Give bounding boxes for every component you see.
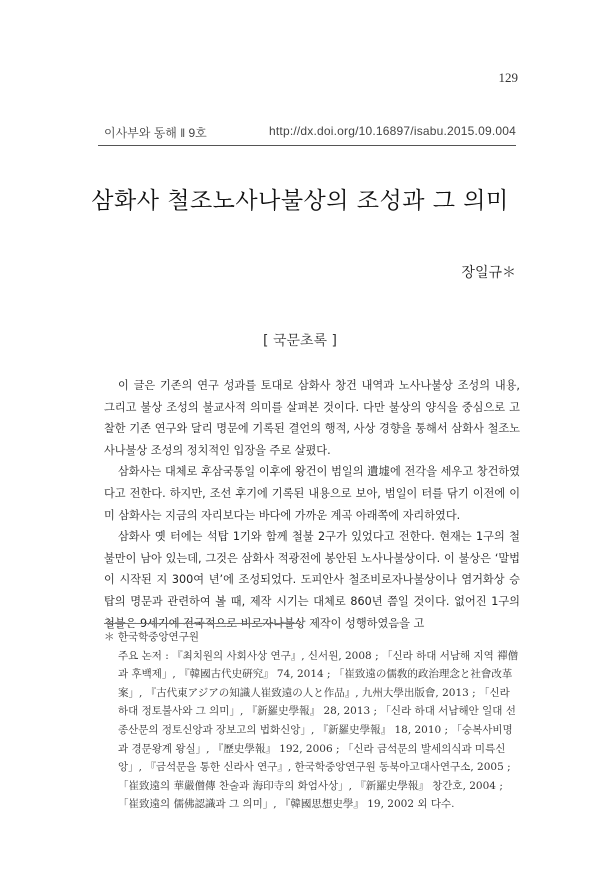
running-header xyxy=(104,124,516,142)
header-divider xyxy=(98,145,516,146)
article-title: 삼화사 철조노사나불상의 조성과 그 의미 xyxy=(91,188,509,214)
footnote xyxy=(104,628,520,814)
author-works: 주요 논저 : 『최치원의 사회사상 연구』, 신서원, 2008 ; 「신라 하대 서남해 지역 禪僧과 후백제」, 『韓國古代史硏究』 74, 2014 ; 「崔致遠の儒敎的政治理念と社會改革案」, 『古代東アジアの知識人崔致遠の人と作品』, 九州大學出版會, 2013 ; 「신라 하대 정토불사와 그 의미」, 『新羅史學報』 28, 2013 ; 「신라 하대 서남해안 일대 선종산문의 정토신앙과 장보고의 법화신앙」, 『新羅史學報』 18, 2010 ; 「숭복사비명과 경문왕계 왕실」, 『歷史學報』 192, 2006 ; 「신라 금석문의 발세의식과 미륵신앙」, 『금석문을 통한 신라사 연구』, 한국학중앙연구원 동북아고대사연구소, 2005 ; 「崔致遠의 華嚴僧傳 찬술과 海印寺의 화엄사상」, 『新羅史學報』 창간호, 2004 ; 「崔致遠의 儒佛認識과 그 의미」, 『韓國思想史學』 19, 2002 외 다수. xyxy=(118,649,519,811)
journal-name: 이사부와 동해 ‖ 9호 xyxy=(104,126,207,140)
abstract-body xyxy=(104,375,520,634)
footnote-divider xyxy=(104,623,300,624)
abstract-heading: [ 국문초록 ] xyxy=(263,333,337,349)
doi-link[interactable]: http://dx.doi.org/10.16897/isabu.2015.09.004 xyxy=(269,124,516,138)
abstract-paragraph: 삼화사는 대체로 후삼국통일 이후에 왕건이 범일의 遺墟에 전각을 세우고 창건하였다고 전한다. 하지만, 조선 후기에 기록된 내용으로 보아, 범일이 터를 닦기 이전에 이미 삼화사는 지금의 자리보다는 바다에 가까운 계곡 아래쪽에 자리하였다. xyxy=(104,465,520,522)
author-affiliation: ＊ 한국학중앙연구원 xyxy=(104,631,199,643)
page-number: 129 xyxy=(498,70,518,85)
author-name: 장일규＊ xyxy=(461,265,516,281)
abstract-paragraph: 삼화사 옛 터에는 석탑 1기와 함께 철불 2구가 있었다고 전한다. 현재는 1구의 철불만이 남아 있는데, 그것은 삼화사 적광전에 봉안된 노사나불상이다. 이 불상은 ‘말법이 시작된 지 300여 년’에 조성되었다. 도피안사 철조비로자나불상이나 염거화상 승탑의 명문과 관련하여 볼 때, 제작 시기는 대체로 860년 쯤일 것이다. 없어진 1구의 철불은 9세기에 전국적으로 비로자나불상 제작이 성행하였음을 고 xyxy=(104,530,520,630)
abstract-paragraph: 이 글은 기존의 연구 성과를 토대로 삼화사 창건 내역과 노사나불상 조성의 내용, 그리고 불상 조성의 불교사적 의미를 살펴본 것이다. 다만 불상의 양식을 중심으로 고찰한 기존 연구와 달리 명문에 기록된 결언의 행적, 사상 경향을 통해서 삼화사 철조노사나불상 조성의 정치적인 입장을 주로 살폈다. xyxy=(104,379,520,457)
